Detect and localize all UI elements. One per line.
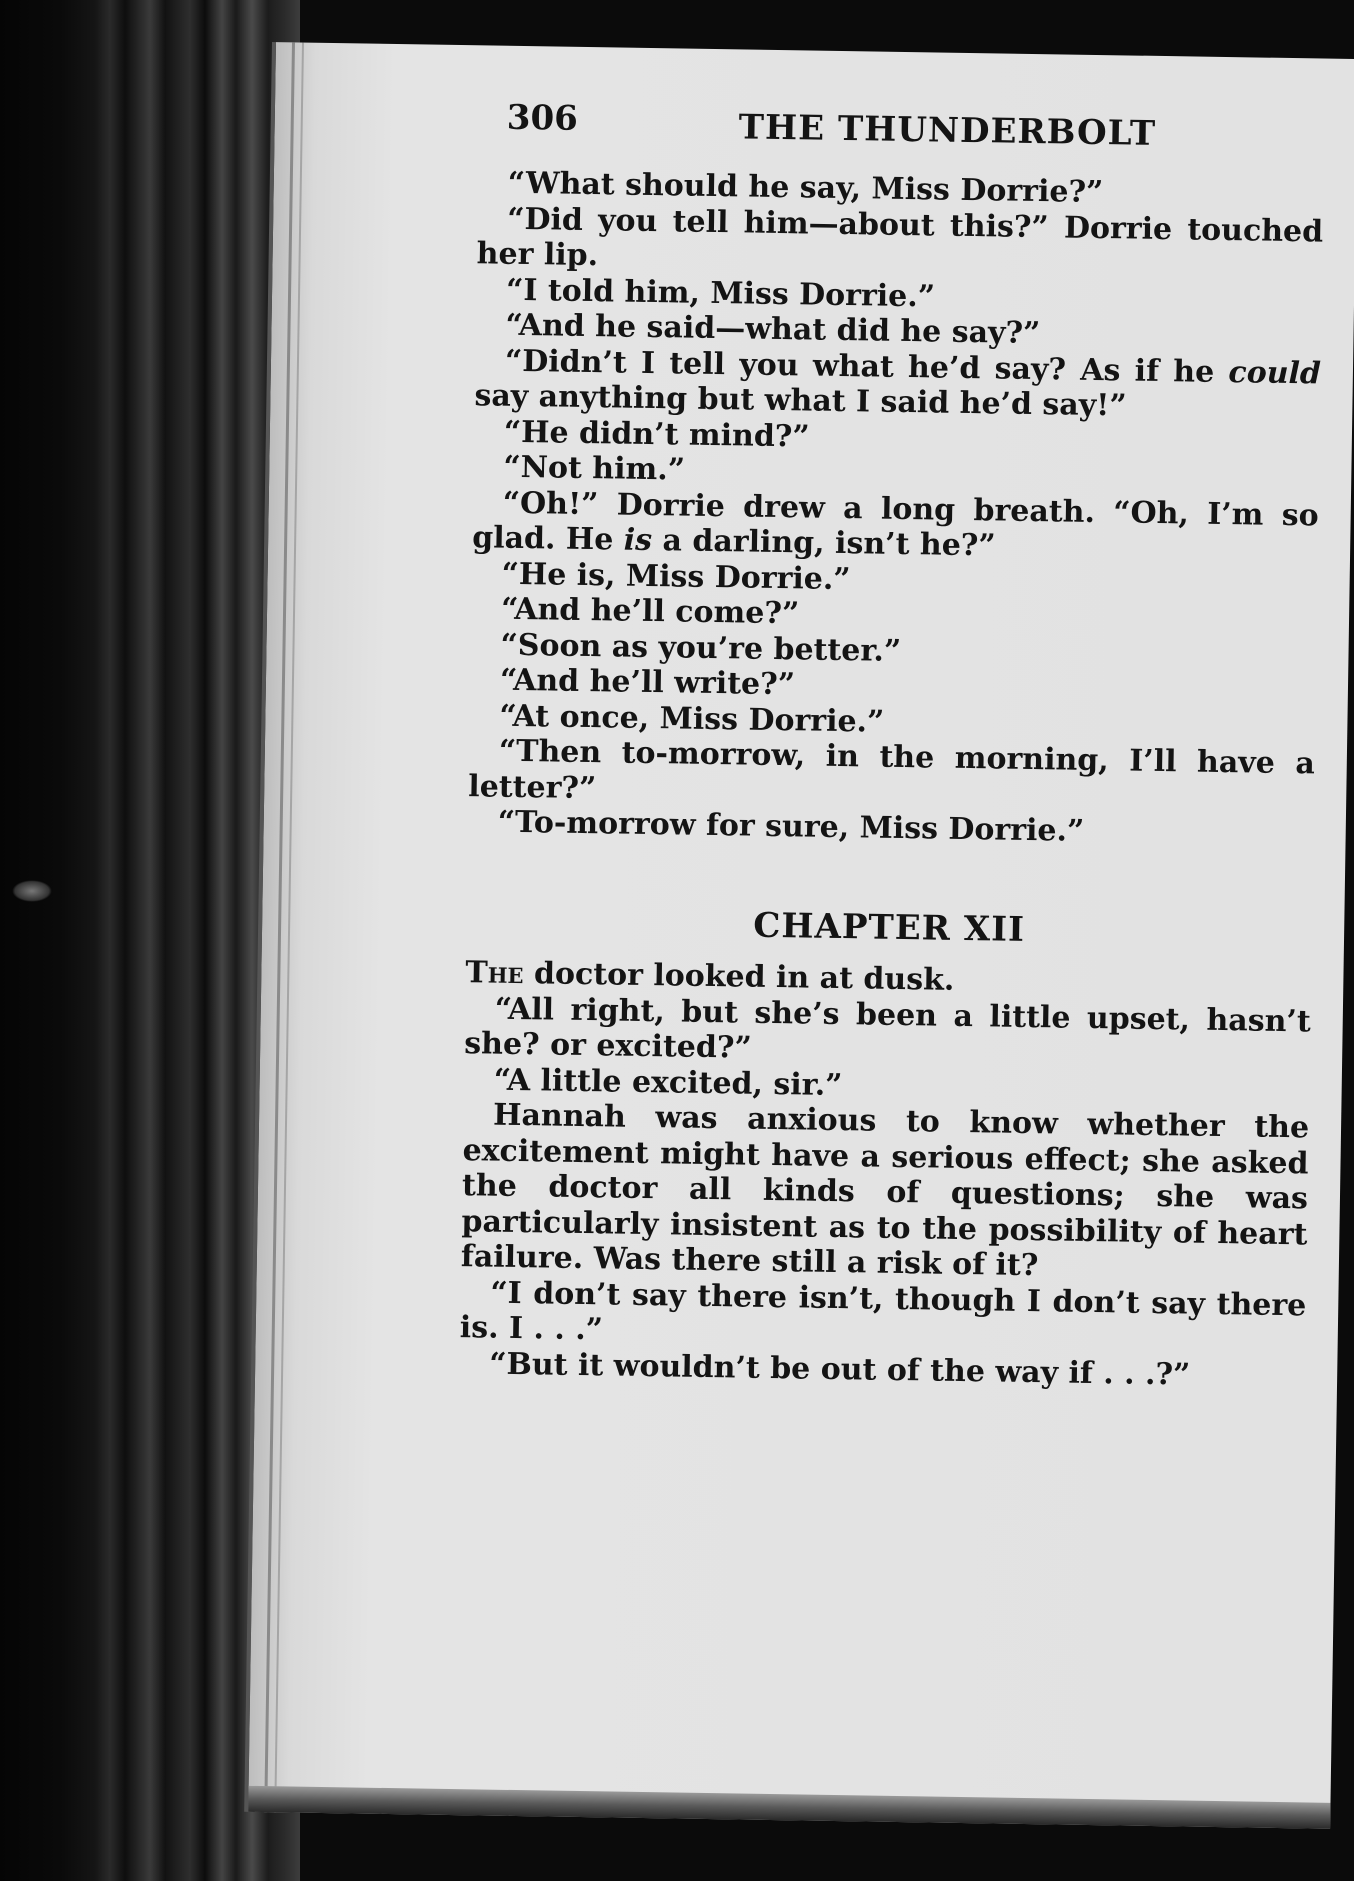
paragraph: “What should he say, Miss Dorrie?” bbox=[507, 165, 1104, 211]
paragraph: “Then to-morrow, in the morning, I’ll have a letter?” bbox=[468, 733, 1316, 806]
paragraph: “I told him, Miss Dorrie.” bbox=[505, 272, 936, 314]
paragraph: “He is, Miss Dorrie.” bbox=[501, 556, 851, 597]
page-number: 306 bbox=[506, 97, 579, 139]
paragraph: “Soon as you’re better.” bbox=[500, 627, 902, 669]
paragraph: Hannah was anxious to know whether the excitement might have a serious effect; she asked the doctor all kinds of questions; she was particularly insistent as to the possibility of heart failure. Was there still a risk of it? bbox=[460, 1097, 1310, 1284]
paragraph: “But it wouldn’t be out of the way if . . .?” bbox=[488, 1346, 1191, 1393]
paragraph: “Did you tell him—about this?” Dorrie touched her lip. bbox=[476, 201, 1324, 274]
running-head bbox=[506, 98, 1354, 162]
paragraph: “At once, Miss Dorrie.” bbox=[499, 698, 885, 740]
opening-word: The bbox=[465, 955, 524, 992]
text-run: “Oh!” Dorrie drew a long breath. “Oh, I’m so glad. He bbox=[471, 485, 1319, 558]
paragraph: “Not him.” bbox=[503, 449, 686, 488]
text-run: say anything but what I said he’d say!” bbox=[474, 378, 1127, 424]
paragraph: “And he’ll write?” bbox=[499, 662, 796, 703]
text-run: doctor looked in at dusk. bbox=[523, 956, 955, 998]
page-sheet bbox=[244, 42, 1354, 1829]
paragraph: “And he said—what did he say?” bbox=[505, 307, 1041, 352]
scan-speck bbox=[12, 880, 52, 902]
text-run: “Didn’t I tell you what he’d say? As if he bbox=[504, 343, 1229, 390]
paragraph: “And he’ll come?” bbox=[500, 591, 800, 632]
emphasis: is bbox=[623, 522, 653, 559]
body-text bbox=[459, 165, 1324, 1394]
paragraph bbox=[472, 485, 1319, 569]
paragraph: “A little excited, sir.” bbox=[493, 1062, 843, 1103]
paragraph: “He didn’t mind?” bbox=[503, 414, 810, 454]
text-run: a darling, isn’t he?” bbox=[651, 523, 996, 564]
page-bottom-edge bbox=[248, 1786, 1330, 1829]
paragraph: “To-morrow for sure, Miss Dorrie.” bbox=[497, 804, 1085, 849]
chapter-heading: CHAPTER XII bbox=[753, 905, 1026, 950]
paragraph: “All right, but she’s been a little upset, hasn’t she? or excited?” bbox=[464, 991, 1312, 1066]
paragraph bbox=[474, 343, 1321, 427]
emphasis: could bbox=[1228, 354, 1322, 392]
paragraph: “I don’t say there isn’t, though I don’t say there is. I . . .” bbox=[459, 1275, 1307, 1348]
running-title: THE THUNDERBOLT bbox=[738, 107, 1157, 154]
